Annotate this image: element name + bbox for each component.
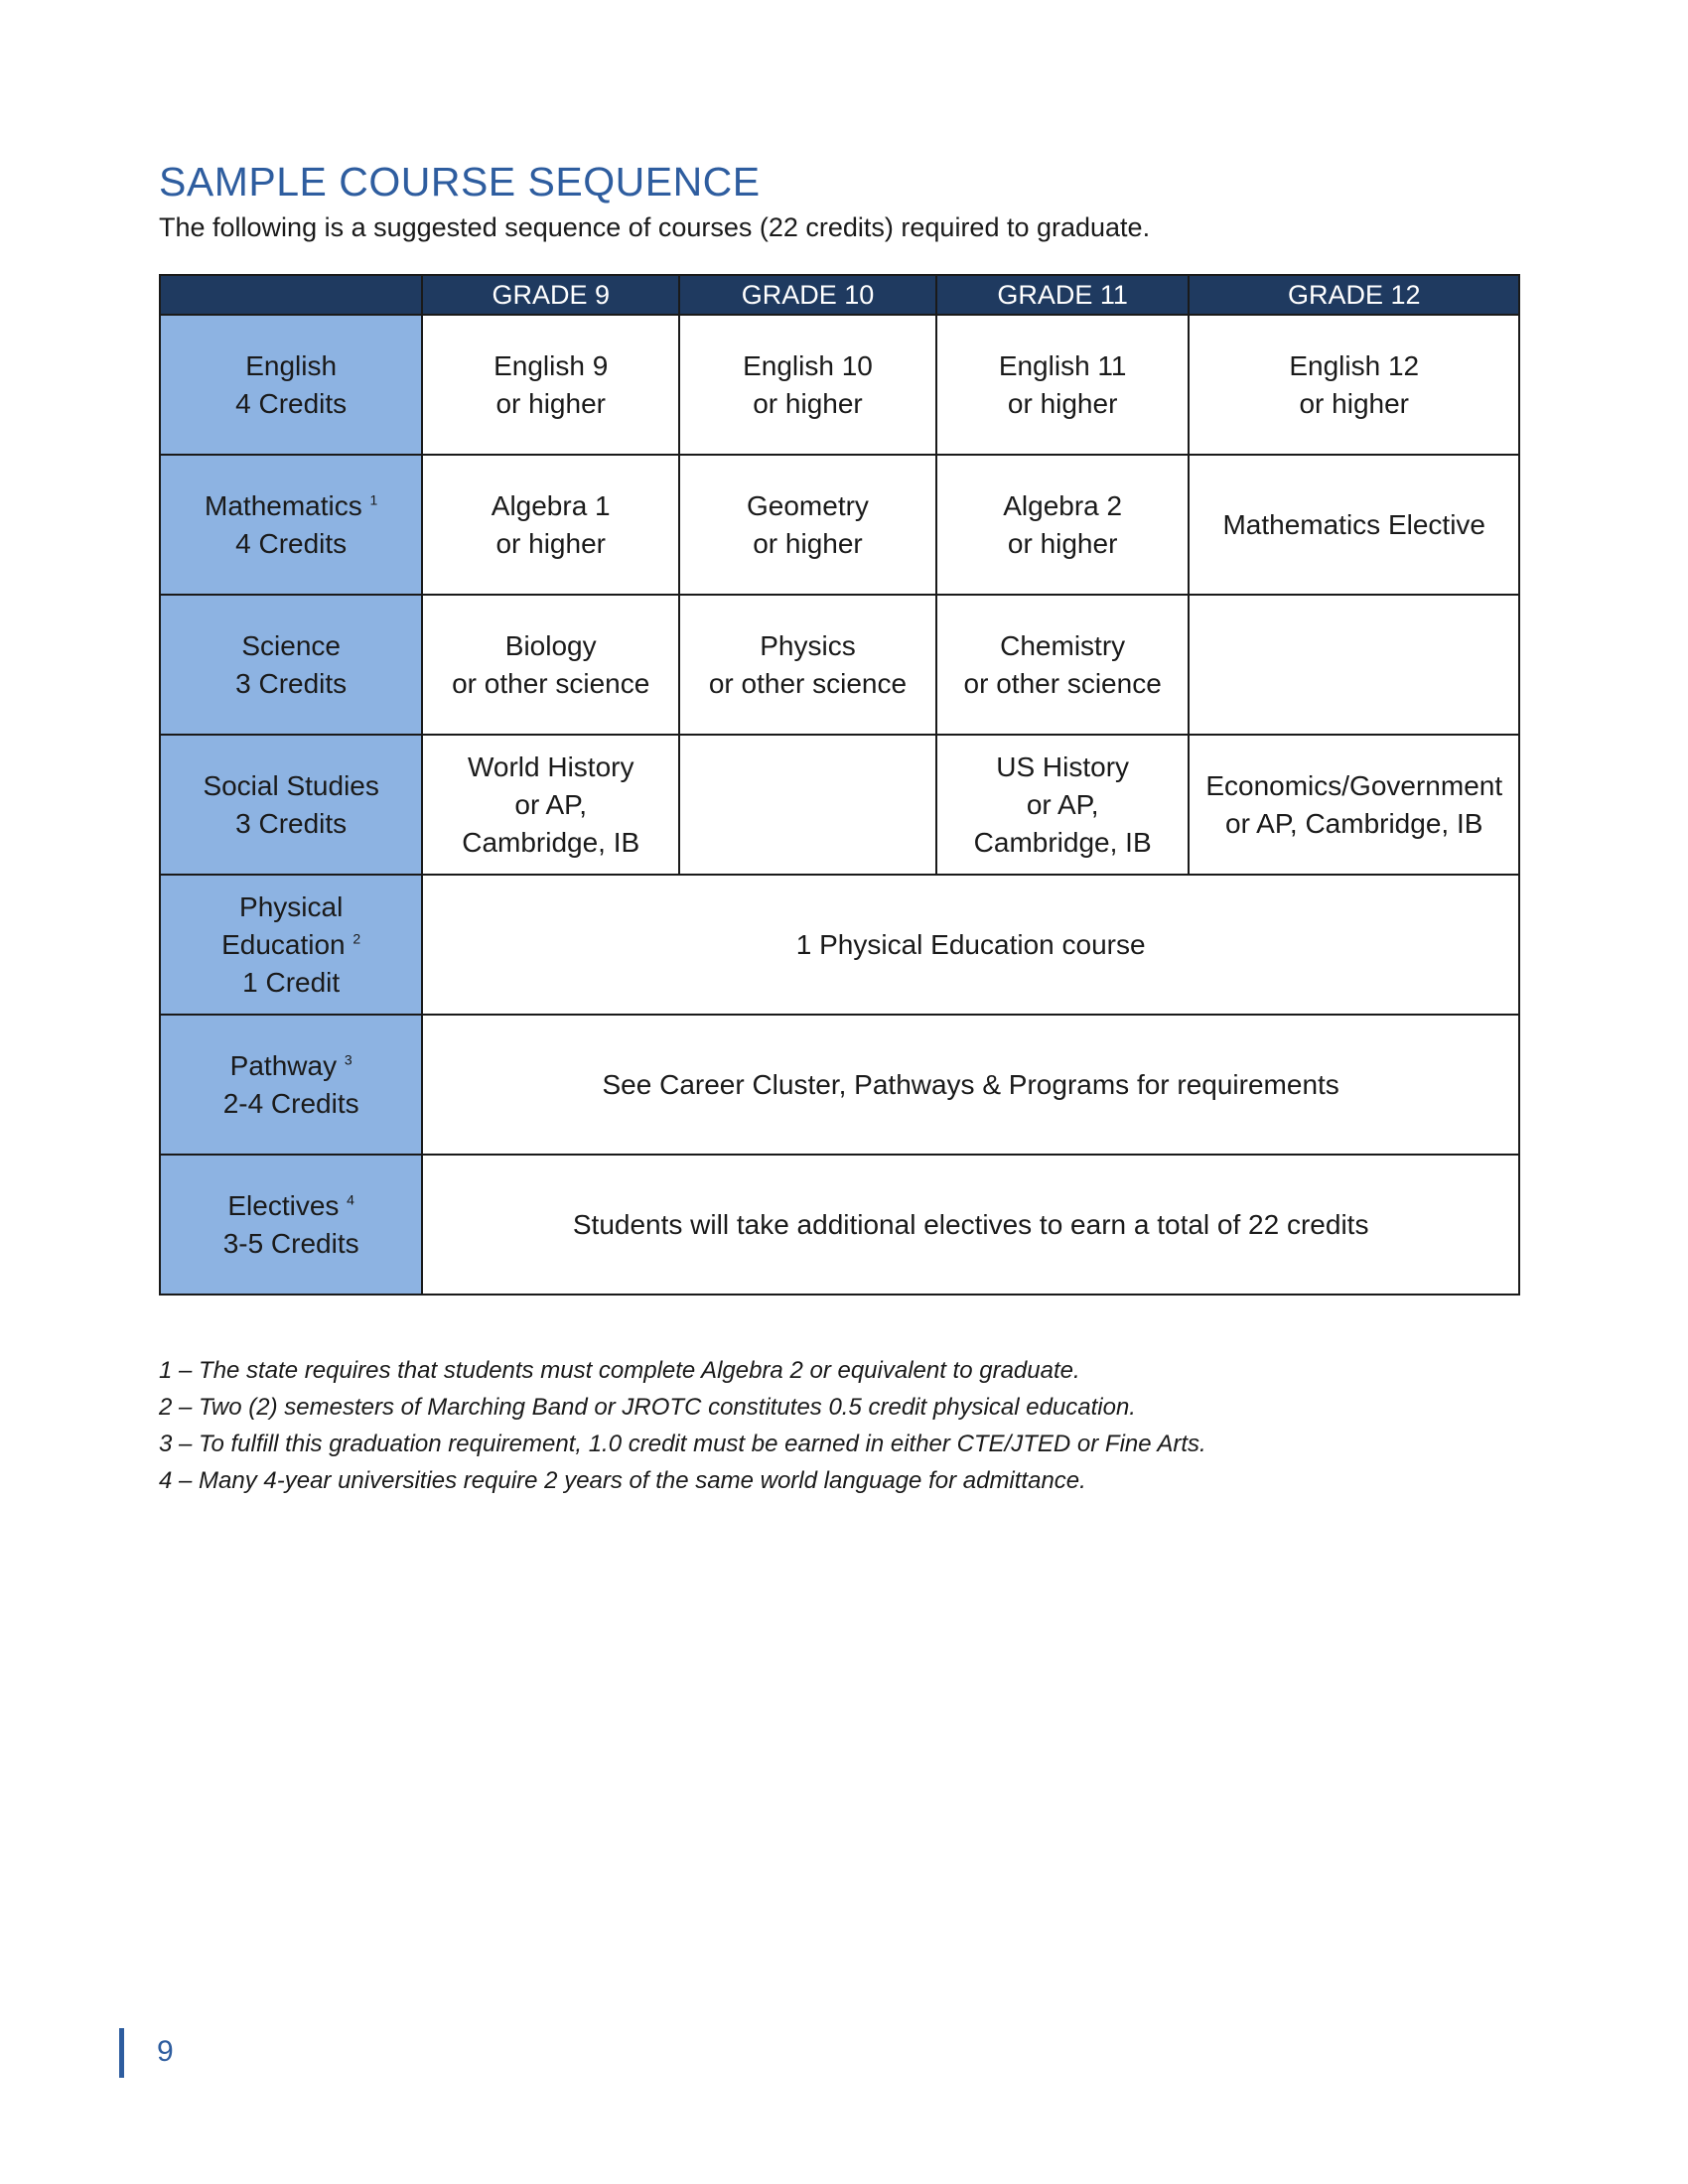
subject-name: English	[245, 349, 338, 381]
page-subtitle: The following is a suggested sequence of courses (22 credits) required to graduate.	[159, 212, 1151, 242]
course-cell	[936, 595, 1190, 735]
span-cell: 1 Physical Education course	[422, 875, 1519, 1015]
page-number: 9	[157, 2035, 174, 2068]
course-line: or higher	[753, 387, 863, 419]
course-line: Chemistry	[1000, 629, 1126, 661]
course-cell	[936, 735, 1190, 875]
course-line: or higher	[495, 387, 606, 419]
course-line: or higher	[753, 527, 863, 559]
table-row-physical-education	[160, 875, 1519, 1015]
footnote-1: 1 – The state requires that students must complete Algebra 2 or equivalent to graduate.	[159, 1357, 1080, 1384]
course-line: or higher	[495, 527, 606, 559]
header-cell-grade-12: GRADE 12	[1189, 275, 1519, 315]
page-title: SAMPLE COURSE SEQUENCE	[159, 159, 761, 205]
span-cell: Students will take additional electives to earn a total of 22 credits	[422, 1155, 1519, 1295]
subject-cell	[160, 455, 422, 595]
subject-cell	[160, 875, 422, 1015]
footnote-marker: 2	[352, 930, 361, 947]
course-line: English 11	[998, 349, 1127, 381]
subject-cell	[160, 315, 422, 455]
course-cell	[422, 595, 679, 735]
subject-name: Science	[241, 629, 341, 661]
course-line: Mathematics Elective	[1222, 508, 1485, 540]
footnote-2: 2 – Two (2) semesters of Marching Band or JROTC constitutes 0.5 credit physical education.	[159, 1394, 1136, 1421]
subject-credits: 3 Credits	[235, 807, 348, 839]
course-cell	[1189, 735, 1519, 875]
subject-cell	[160, 595, 422, 735]
footnote-4: 4 – Many 4-year universities require 2 years of the same world language for admittance.	[159, 1467, 1086, 1494]
header-cell-grade-10: GRADE 10	[679, 275, 936, 315]
subject-cell	[160, 735, 422, 875]
header-cell-grade-9: GRADE 9	[422, 275, 679, 315]
course-cell	[679, 315, 936, 455]
footnote-marker: 3	[344, 1051, 352, 1068]
course-cell	[1189, 455, 1519, 595]
subject-name: Electives	[227, 1189, 340, 1221]
course-line: Physics	[760, 629, 856, 661]
course-line: or higher	[1007, 527, 1118, 559]
subject-name: Social Studies	[203, 769, 379, 801]
subject-cell	[160, 1015, 422, 1155]
course-line: Algebra 1	[491, 489, 611, 521]
course-line: English 12	[1289, 349, 1420, 381]
course-line: or AP,	[514, 788, 588, 820]
subject-credits: 4 Credits	[235, 527, 348, 559]
subject-credits: 2-4 Credits	[222, 1087, 359, 1119]
table-row-electives	[160, 1155, 1519, 1295]
table-row-science	[160, 595, 1519, 735]
subject-credits: 4 Credits	[235, 387, 348, 419]
course-line: Biology	[504, 629, 597, 661]
footnote-3: 3 – To fulfill this graduation requirement, 1.0 credit must be earned in either CTE/JTED or Fine Arts.	[159, 1431, 1206, 1457]
course-cell	[936, 315, 1190, 455]
footnote-marker: 4	[347, 1191, 354, 1208]
course-cell-empty	[1189, 595, 1519, 735]
course-line: English 10	[743, 349, 873, 381]
course-line: or AP, Cambridge, IB	[1225, 807, 1483, 839]
subject-credits: 1 Credit	[242, 966, 341, 998]
table-row-english	[160, 315, 1519, 455]
course-sequence-table	[159, 274, 1520, 1296]
span-cell: See Career Cluster, Pathways & Programs for requirements	[422, 1015, 1519, 1155]
subject-credits: 3 Credits	[235, 667, 348, 699]
table-row-mathematics	[160, 455, 1519, 595]
page-number-bar	[119, 2028, 124, 2078]
course-line: English 9	[493, 349, 609, 381]
subject-credits: 3-5 Credits	[222, 1227, 359, 1259]
subject-name-line: Education	[221, 928, 346, 960]
footnotes	[159, 1352, 1549, 1499]
course-cell	[422, 315, 679, 455]
header-cell-grade-11: GRADE 11	[936, 275, 1190, 315]
course-line: or other science	[708, 667, 908, 699]
header-cell-blank	[160, 275, 422, 315]
course-cell	[422, 735, 679, 875]
course-cell	[679, 595, 936, 735]
course-line: Algebra 2	[1003, 489, 1123, 521]
course-cell	[936, 455, 1190, 595]
course-cell	[679, 455, 936, 595]
subject-name-line: Physical	[239, 890, 344, 922]
course-line: Economics/Government	[1205, 769, 1503, 801]
subject-name: Mathematics	[205, 489, 362, 521]
course-line: or higher	[1007, 387, 1118, 419]
course-line: or other science	[963, 667, 1162, 699]
course-line: or other science	[452, 667, 650, 699]
course-cell	[1189, 315, 1519, 455]
course-cell	[422, 455, 679, 595]
subject-name: Pathway	[229, 1049, 338, 1081]
course-line: Geometry	[747, 489, 869, 521]
table-row-pathway	[160, 1015, 1519, 1155]
course-line: or higher	[1299, 387, 1409, 419]
course-line: US History	[996, 751, 1130, 782]
table-header-row	[160, 275, 1519, 315]
table-row-social-studies	[160, 735, 1519, 875]
subject-cell	[160, 1155, 422, 1295]
course-line: Cambridge, IB	[462, 826, 640, 858]
course-line: World History	[467, 751, 634, 782]
course-cell-empty	[679, 735, 936, 875]
course-line: or AP,	[1026, 788, 1099, 820]
footnote-marker: 1	[369, 491, 378, 508]
course-line: Cambridge, IB	[973, 826, 1152, 858]
